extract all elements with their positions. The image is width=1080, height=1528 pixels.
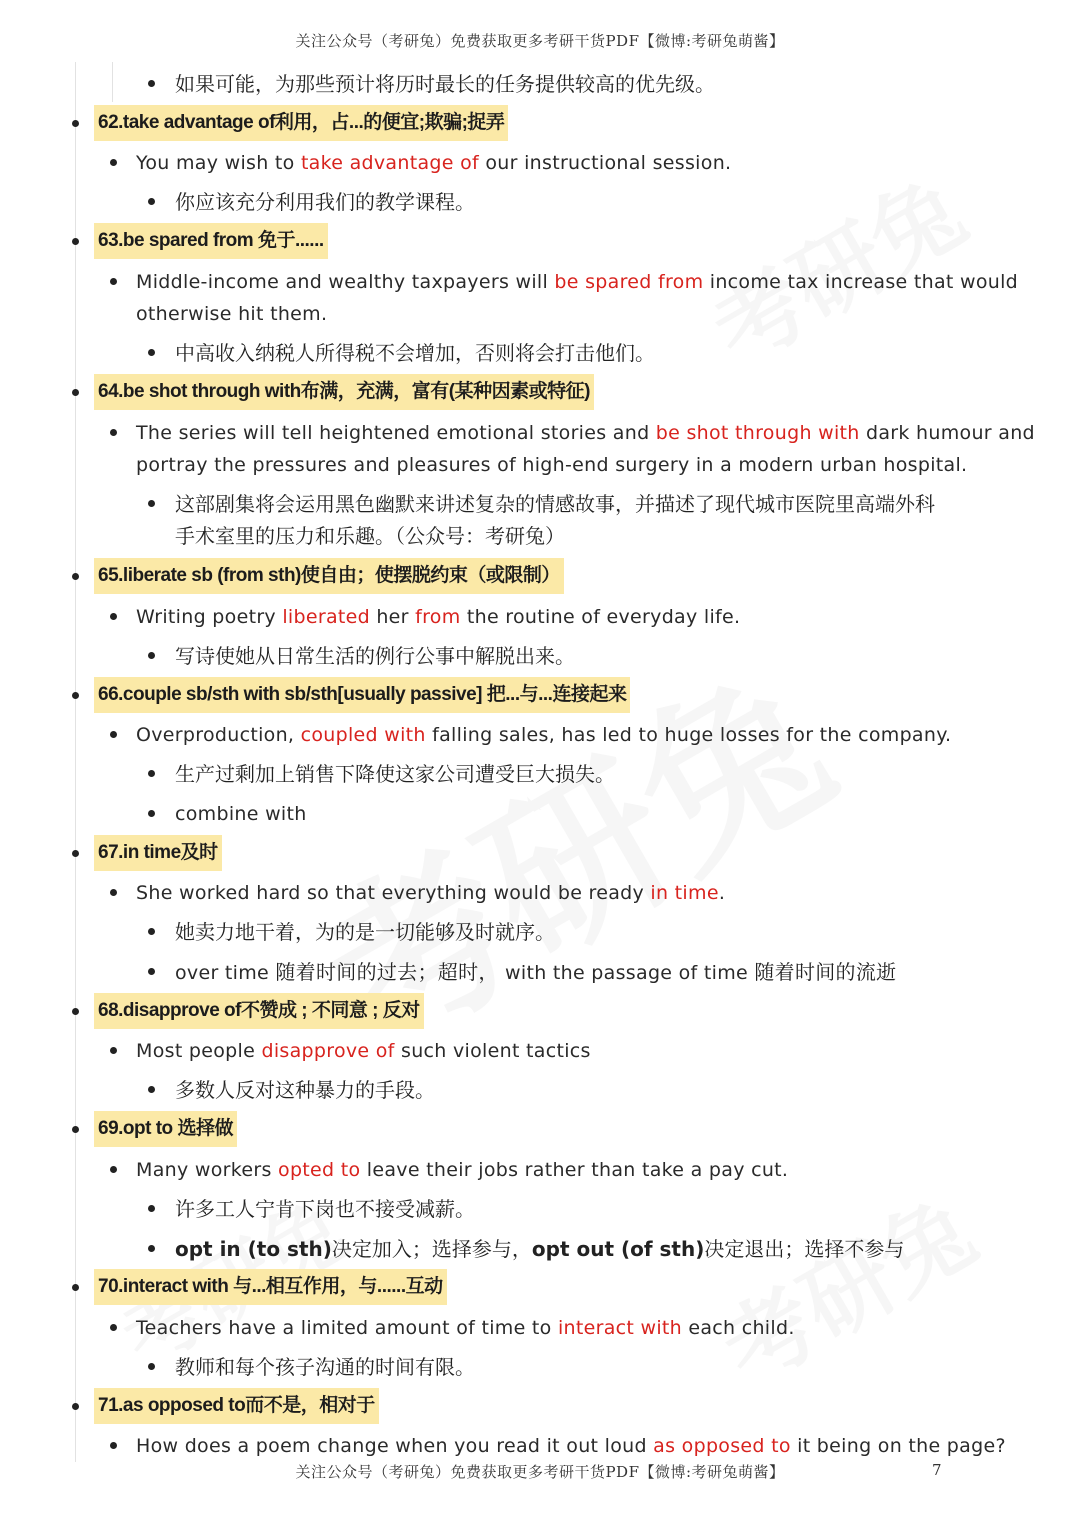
example-text: the routine of everyday life. — [460, 606, 741, 628]
bullet — [110, 429, 117, 436]
bullet — [110, 731, 117, 738]
note-text: opt in (to sth) — [175, 1237, 332, 1261]
bullet — [72, 1284, 79, 1291]
example-sentence-cont: otherwise hit them. — [136, 303, 328, 325]
bullet — [72, 692, 79, 699]
bullet — [110, 1047, 117, 1054]
example-text: Writing poetry — [136, 606, 283, 628]
example-text: each child. — [682, 1317, 795, 1339]
translation-line: 中高收入纳税人所得税不会增加，否则将会打击他们。 — [175, 341, 655, 365]
translation-line: 许多工人宁肯下岗也不接受减薪。 — [175, 1197, 475, 1221]
note-line — [175, 1235, 904, 1263]
note-text: 随着时间的过去；超时， — [275, 960, 499, 984]
highlighted-phrase: in time — [650, 882, 719, 904]
bullet — [72, 120, 79, 127]
example-text: it being on the page? — [790, 1435, 1006, 1457]
bullet — [148, 652, 155, 659]
note-text: 决定加入；选择参与， — [331, 1237, 532, 1261]
entry-title-64: 64.be shot through with布满，充满，富有(某种因素或特征) — [94, 374, 594, 410]
bullet — [72, 238, 79, 245]
highlighted-phrase: liberated — [282, 606, 370, 628]
translation-line: 如果可能，为那些预计将历时最长的任务提供较高的优先级。 — [175, 72, 715, 96]
entry-title-68: 68.disapprove of不赞成 ; 不同意 ; 反对 — [94, 993, 424, 1029]
bullet — [148, 349, 155, 356]
highlighted-phrase: take advantage of — [300, 152, 480, 174]
translation-line: 她卖力地干着，为的是一切能够及时就序。 — [175, 920, 555, 944]
example-text: leave their jobs rather than take a pay cut. — [360, 1159, 789, 1181]
example-text: such violent tactics — [394, 1040, 591, 1062]
translation-line: 生产过剩加上销售下降使这家公司遭受巨大损失。 — [175, 762, 615, 786]
entry-title-63: 63.be spared from 免于...... — [94, 223, 328, 259]
bullet — [148, 770, 155, 777]
example-text: Many workers — [136, 1159, 279, 1181]
bullet — [148, 80, 155, 87]
indent-guide — [75, 62, 76, 1462]
translation-line: 多数人反对这种暴力的手段。 — [175, 1078, 435, 1102]
bullet — [148, 928, 155, 935]
highlighted-phrase: coupled with — [300, 724, 426, 746]
translation-line: 你应该充分利用我们的教学课程。 — [175, 190, 475, 214]
watermark — [696, 1161, 995, 1409]
example-text: falling sales, has led to huge losses for the company. — [425, 724, 952, 746]
example-text: You may wish to — [136, 152, 301, 174]
bullet — [110, 1442, 117, 1449]
bullet — [110, 1324, 117, 1331]
translation-line: 这部剧集将会运用黑色幽默来讲述复杂的情感故事，并描述了现代城市医院里高端外科 — [175, 492, 935, 516]
example-text: dark humour and — [859, 422, 1035, 444]
highlighted-phrase: be spared from — [554, 271, 704, 293]
bullet — [72, 850, 79, 857]
note-text: 随着时间的流逝 — [754, 960, 897, 984]
example-text: . — [718, 882, 726, 904]
bullet — [148, 500, 155, 507]
page-footer: 关注公众号（考研兔）免费获取更多考研干货PDF【微博:考研兔萌酱】 — [295, 1463, 785, 1481]
page-number: 7 — [932, 1461, 942, 1479]
translation-line: 教师和每个孩子沟通的时间有限。 — [175, 1355, 475, 1379]
example-text: She worked hard so that everything would be ready — [136, 882, 651, 904]
bullet — [110, 159, 117, 166]
example-text: income tax increase that would — [703, 271, 1019, 293]
bullet — [148, 1205, 155, 1212]
bullet — [72, 1403, 79, 1410]
example-sentence — [136, 1314, 795, 1342]
bullet — [110, 889, 117, 896]
bullet — [148, 810, 155, 817]
bullet — [72, 573, 79, 580]
bullet — [110, 278, 117, 285]
entry-title-69: 69.opt to 选择做 — [94, 1111, 237, 1147]
example-sentence-cont: portray the pressures and pleasures of high-end surgery in a modern urban hospital. — [136, 454, 968, 476]
translation-line: 写诗使她从日常生活的例行公事中解脱出来。 — [175, 644, 575, 668]
bullet — [72, 389, 79, 396]
example-text: Most people — [136, 1040, 262, 1062]
example-text: our instructional session. — [479, 152, 732, 174]
indent-guide — [112, 62, 113, 102]
example-text: How does a poem change when you read it out loud — [136, 1435, 654, 1457]
translation-line-cont: 手术室里的压力和乐趣。（公众号：考研兔） — [175, 524, 565, 548]
bullet — [72, 1008, 79, 1015]
example-sentence — [136, 603, 740, 631]
highlighted-phrase: from — [415, 606, 461, 628]
highlighted-phrase: disapprove of — [261, 1040, 395, 1062]
example-text: Teachers have a limited amount of time to — [136, 1317, 558, 1339]
note-line: combine with — [175, 803, 307, 825]
entry-title-66: 66.couple sb/sth with sb/sth[usually passive] 把...与...连接起来 — [94, 677, 630, 713]
bullet — [148, 1363, 155, 1370]
note-text: opt out (of sth) — [531, 1237, 705, 1261]
note-text: with the passage of time — [498, 962, 755, 984]
example-sentence — [136, 149, 731, 177]
example-sentence — [136, 879, 725, 907]
watermark — [686, 141, 985, 389]
entry-title-62: 62.take advantage of利用，占...的便宜;欺骗;捉弄 — [94, 105, 508, 141]
highlighted-phrase: interact with — [557, 1317, 683, 1339]
entry-title-67: 67.in time及时 — [94, 835, 222, 871]
example-text: Overproduction, — [136, 724, 301, 746]
highlighted-phrase: opted to — [278, 1159, 361, 1181]
example-sentence — [136, 268, 1018, 296]
bullet — [72, 1126, 79, 1133]
example-text: Middle-income and wealthy taxpayers will — [136, 271, 555, 293]
example-sentence — [136, 419, 1035, 447]
page-header: 关注公众号（考研兔）免费获取更多考研干货PDF【微博:考研兔萌酱】 — [295, 32, 785, 50]
bullet — [148, 198, 155, 205]
note-text: over time — [175, 962, 276, 984]
note-text: 决定退出；选择不参与 — [704, 1237, 905, 1261]
bullet — [148, 968, 155, 975]
bullet — [148, 1245, 155, 1252]
example-sentence — [136, 1432, 1006, 1460]
note-line — [175, 958, 896, 986]
example-sentence — [136, 721, 951, 749]
example-text: her — [370, 606, 416, 628]
entry-title-65: 65.liberate sb (from sth)使自由；使摆脱约束（或限制） — [94, 558, 564, 594]
bullet — [110, 613, 117, 620]
bullet — [148, 1086, 155, 1093]
example-text: The series will tell heightened emotional stories and — [136, 422, 656, 444]
highlighted-phrase: be shot through with — [655, 422, 860, 444]
entry-title-70: 70.interact with 与...相互作用，与......互动 — [94, 1269, 447, 1305]
highlighted-phrase: as opposed to — [653, 1435, 791, 1457]
example-sentence — [136, 1156, 788, 1184]
bullet — [110, 1166, 117, 1173]
entry-title-71: 71.as opposed to而不是，相对于 — [94, 1388, 379, 1424]
example-sentence — [136, 1037, 591, 1065]
